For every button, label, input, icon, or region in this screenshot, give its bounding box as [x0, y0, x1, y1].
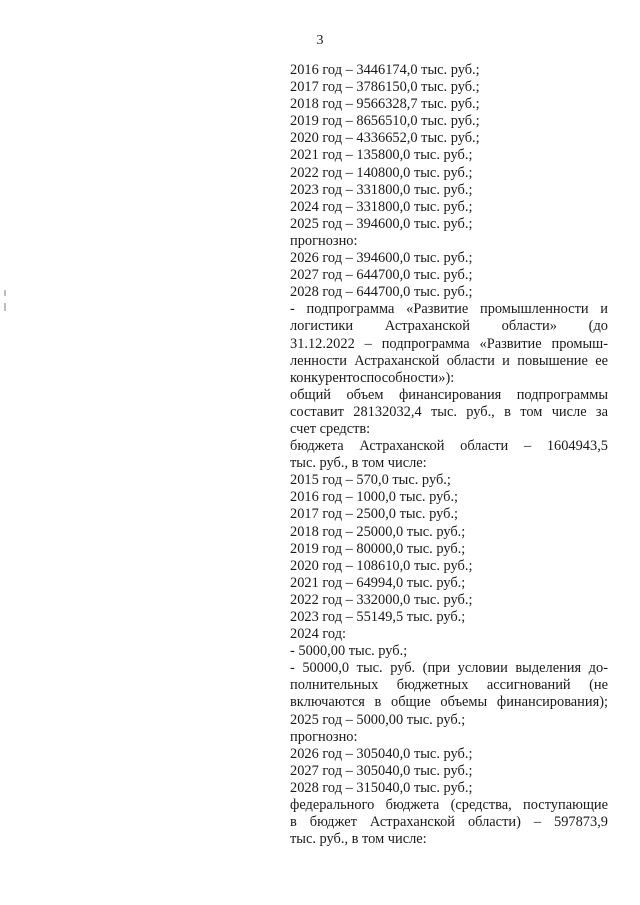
page-number: 3	[316, 33, 324, 48]
text-line: 2017 год – 2500,0 тыс. руб.;	[290, 506, 459, 523]
text-line: 2026 год – 305040,0 тыс. руб.;	[290, 745, 473, 762]
text-line: 2025 год – 5000,00 тыс. руб.;	[290, 711, 466, 728]
text-line: 2016 год – 3446174,0 тыс. руб.;	[290, 62, 480, 78]
text-line: ленности Астраханской области и повышение ее	[290, 352, 608, 369]
text-line: 2024 год:	[290, 626, 347, 643]
text-line: 2019 год – 80000,0 тыс. руб.;	[290, 540, 466, 557]
text-line: федерального бюджета (средства, поступающие	[290, 797, 608, 814]
text-line: 2015 год – 570,0 тыс. руб.;	[290, 472, 451, 489]
text-line: 2027 год – 644700,0 тыс. руб.;	[290, 267, 473, 284]
text-line: 2021 год – 135800,0 тыс. руб.;	[290, 147, 473, 164]
text-line: тыс. руб., в том числе:	[290, 455, 427, 472]
text-line: составит 28132032,4 тыс. руб., в том числе за	[290, 403, 608, 420]
text-line: тыс. руб., в том числе:	[290, 831, 427, 848]
text-line: - 5000,00 тыс. руб.;	[290, 643, 408, 660]
text-line: прогнозно:	[290, 232, 358, 249]
text-line: 2028 год – 315040,0 тыс. руб.;	[290, 779, 473, 796]
text-line: 2023 год – 331800,0 тыс. руб.;	[290, 181, 473, 198]
text-line: 2020 год – 108610,0 тыс. руб.;	[290, 557, 473, 574]
text-line: 2022 год – 140800,0 тыс. руб.;	[290, 164, 473, 181]
text-line: 2018 год – 9566328,7 тыс. руб.;	[290, 96, 480, 113]
text-line: 2018 год – 25000,0 тыс. руб.;	[290, 523, 466, 540]
text-line: 2019 год – 8656510,0 тыс. руб.;	[290, 113, 480, 130]
text-line: 31.12.2022 – подпрограмма «Развитие промыш-	[290, 335, 608, 352]
text-line: полнительных бюджетных ассигнований (не	[290, 677, 608, 694]
text-line: - подпрограмма «Развитие промышленности и	[290, 301, 608, 318]
text-line: 2024 год – 331800,0 тыс. руб.;	[290, 198, 473, 215]
text-line: 2023 год – 55149,5 тыс. руб.;	[290, 609, 466, 625]
text-line: бюджета Астраханской области – 1604943,5	[290, 438, 608, 455]
text-line: в бюджет Астраханской области) – 597873,9	[290, 814, 608, 831]
financing-text-block	[290, 62, 608, 848]
text-line: счет средств:	[290, 420, 371, 437]
scan-artifact	[4, 303, 6, 311]
text-line: общий объем финансирования подпрограммы	[290, 386, 608, 403]
text-line: 2027 год – 305040,0 тыс. руб.;	[290, 762, 473, 779]
text-line: 2021 год – 64994,0 тыс. руб.;	[290, 574, 466, 591]
text-line: конкурентоспособности»):	[290, 369, 455, 386]
text-line: 2026 год – 394600,0 тыс. руб.;	[290, 250, 473, 267]
text-line: логистики Астраханской области» (до	[290, 318, 608, 335]
text-line: 2017 год – 3786150,0 тыс. руб.;	[290, 79, 480, 96]
text-line: включаются в общие объемы финансирования);	[290, 694, 608, 711]
text-line: - 50000,0 тыс. руб. (при условии выделения до-	[290, 660, 608, 677]
text-line: 2022 год – 332000,0 тыс. руб.;	[290, 591, 473, 608]
text-line: прогнозно:	[290, 728, 358, 745]
text-line: 2025 год – 394600,0 тыс. руб.;	[290, 215, 473, 232]
text-line: 2016 год – 1000,0 тыс. руб.;	[290, 489, 459, 506]
text-line: 2028 год – 644700,0 тыс. руб.;	[290, 284, 473, 301]
text-line: 2020 год – 4336652,0 тыс. руб.;	[290, 130, 480, 147]
scan-artifact	[4, 290, 6, 296]
